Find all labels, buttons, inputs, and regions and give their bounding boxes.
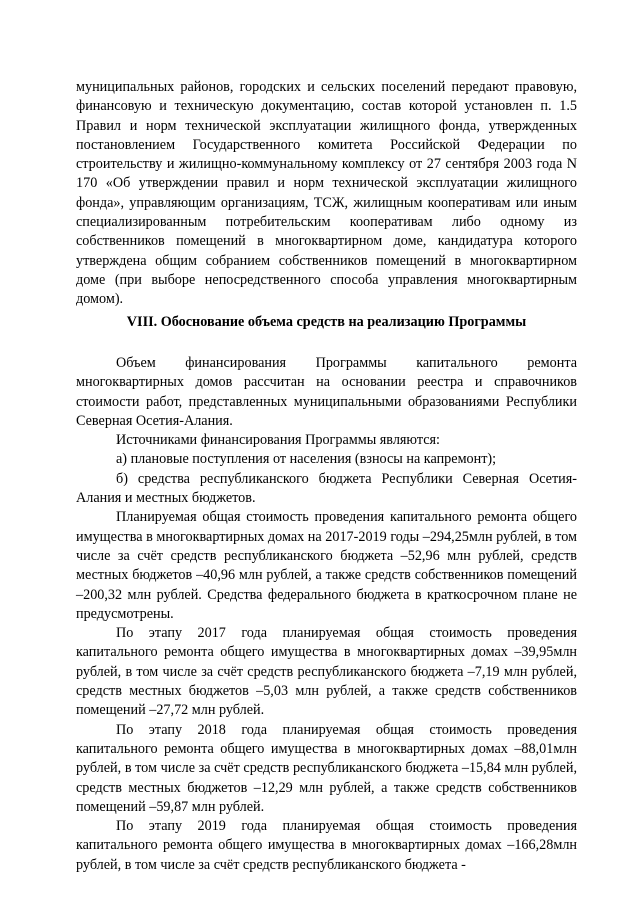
paragraph-total-cost: Планируемая общая стоимость проведения капитального ремонта общего имущества в многоквартирных домах на 2017-2019 годы –294,25млн рублей, в том числе за счёт средств республиканского бюджета –52,96 млн рублей, средств местных бюджетов –40,96 млн рублей, а также средств собственников помещений –200,32 млн рублей. Средства федерального бюджета в краткосрочном плане не предусмотрены. (76, 509, 577, 622)
section-body (76, 354, 577, 875)
paragraph-stage-2018: По этапу 2018 года планируемая общая стоимость проведения капитального ремонта общего имущества в многоквартирных домах –88,01млн рублей, в том числе за счёт средств республиканского бюджета –15,84 млн рублей, средств местных бюджетов –12,29 млн рублей, а также средств собственников помещений –59,87 млн рублей. (76, 721, 577, 815)
section-header (76, 313, 577, 332)
paragraph-stage-2017: По этапу 2017 года планируемая общая стоимость проведения капитального ремонта общего имущества в многоквартирных домах –39,95млн рублей, в том числе за счёт средств республиканского бюджета –7,19 млн рублей, средств местных бюджетов –5,03 млн рублей, а также средств собственников помещений –27,72 млн рублей. (76, 625, 577, 719)
list-item-b: б) средства республиканского бюджета Республики Северная Осетия-Алания и местных бюджетов. (76, 470, 577, 507)
intro-section (76, 78, 577, 310)
paragraph-funding-volume: Объем финансирования Программы капитального ремонта многоквартирных домов рассчитан на основании реестра и справочников стоимости работ, представленных муниципальными образованиями Республики Северная Осетия-Алания. (76, 355, 577, 429)
list-item-a: а) плановые поступления от населения (взносы на капремонт); (116, 451, 497, 468)
intro-paragraph: муниципальных районов, городских и сельских поселений передают правовую, финансовую и техническую документацию, состав которой установлен п. 1.5 Правил и норм технической эксплуатации жилищного фонда, утвержденных постановлением Государственного комитета Российской Федерации по строительству и жилищно-коммунальному комплексу от 27 сентября 2003 года N 170 «Об утверждении правил и норм технической эксплуатации жилищного фонда», управляющим организациям, ТСЖ, жилищным кооперативам или иным специализированным потребительским кооперативам либо одному из собственников помещений в многоквартирном доме, кандидатура которого утверждена общим собранием собственников помещений в многоквартирном доме (при выборе непосредственного способа управления многоквартирным домом). (76, 79, 577, 308)
section-title: VIII. Обоснование объема средств на реализацию Программы (126, 314, 527, 330)
paragraph-stage-2019: По этапу 2019 года планируемая общая стоимость проведения капитального ремонта общего имущества в многоквартирных домах –166,28млн рублей, в том числе за счёт средств республиканского бюджета - (76, 818, 577, 873)
paragraph-funding-sources: Источниками финансирования Программы являются: (116, 432, 440, 449)
